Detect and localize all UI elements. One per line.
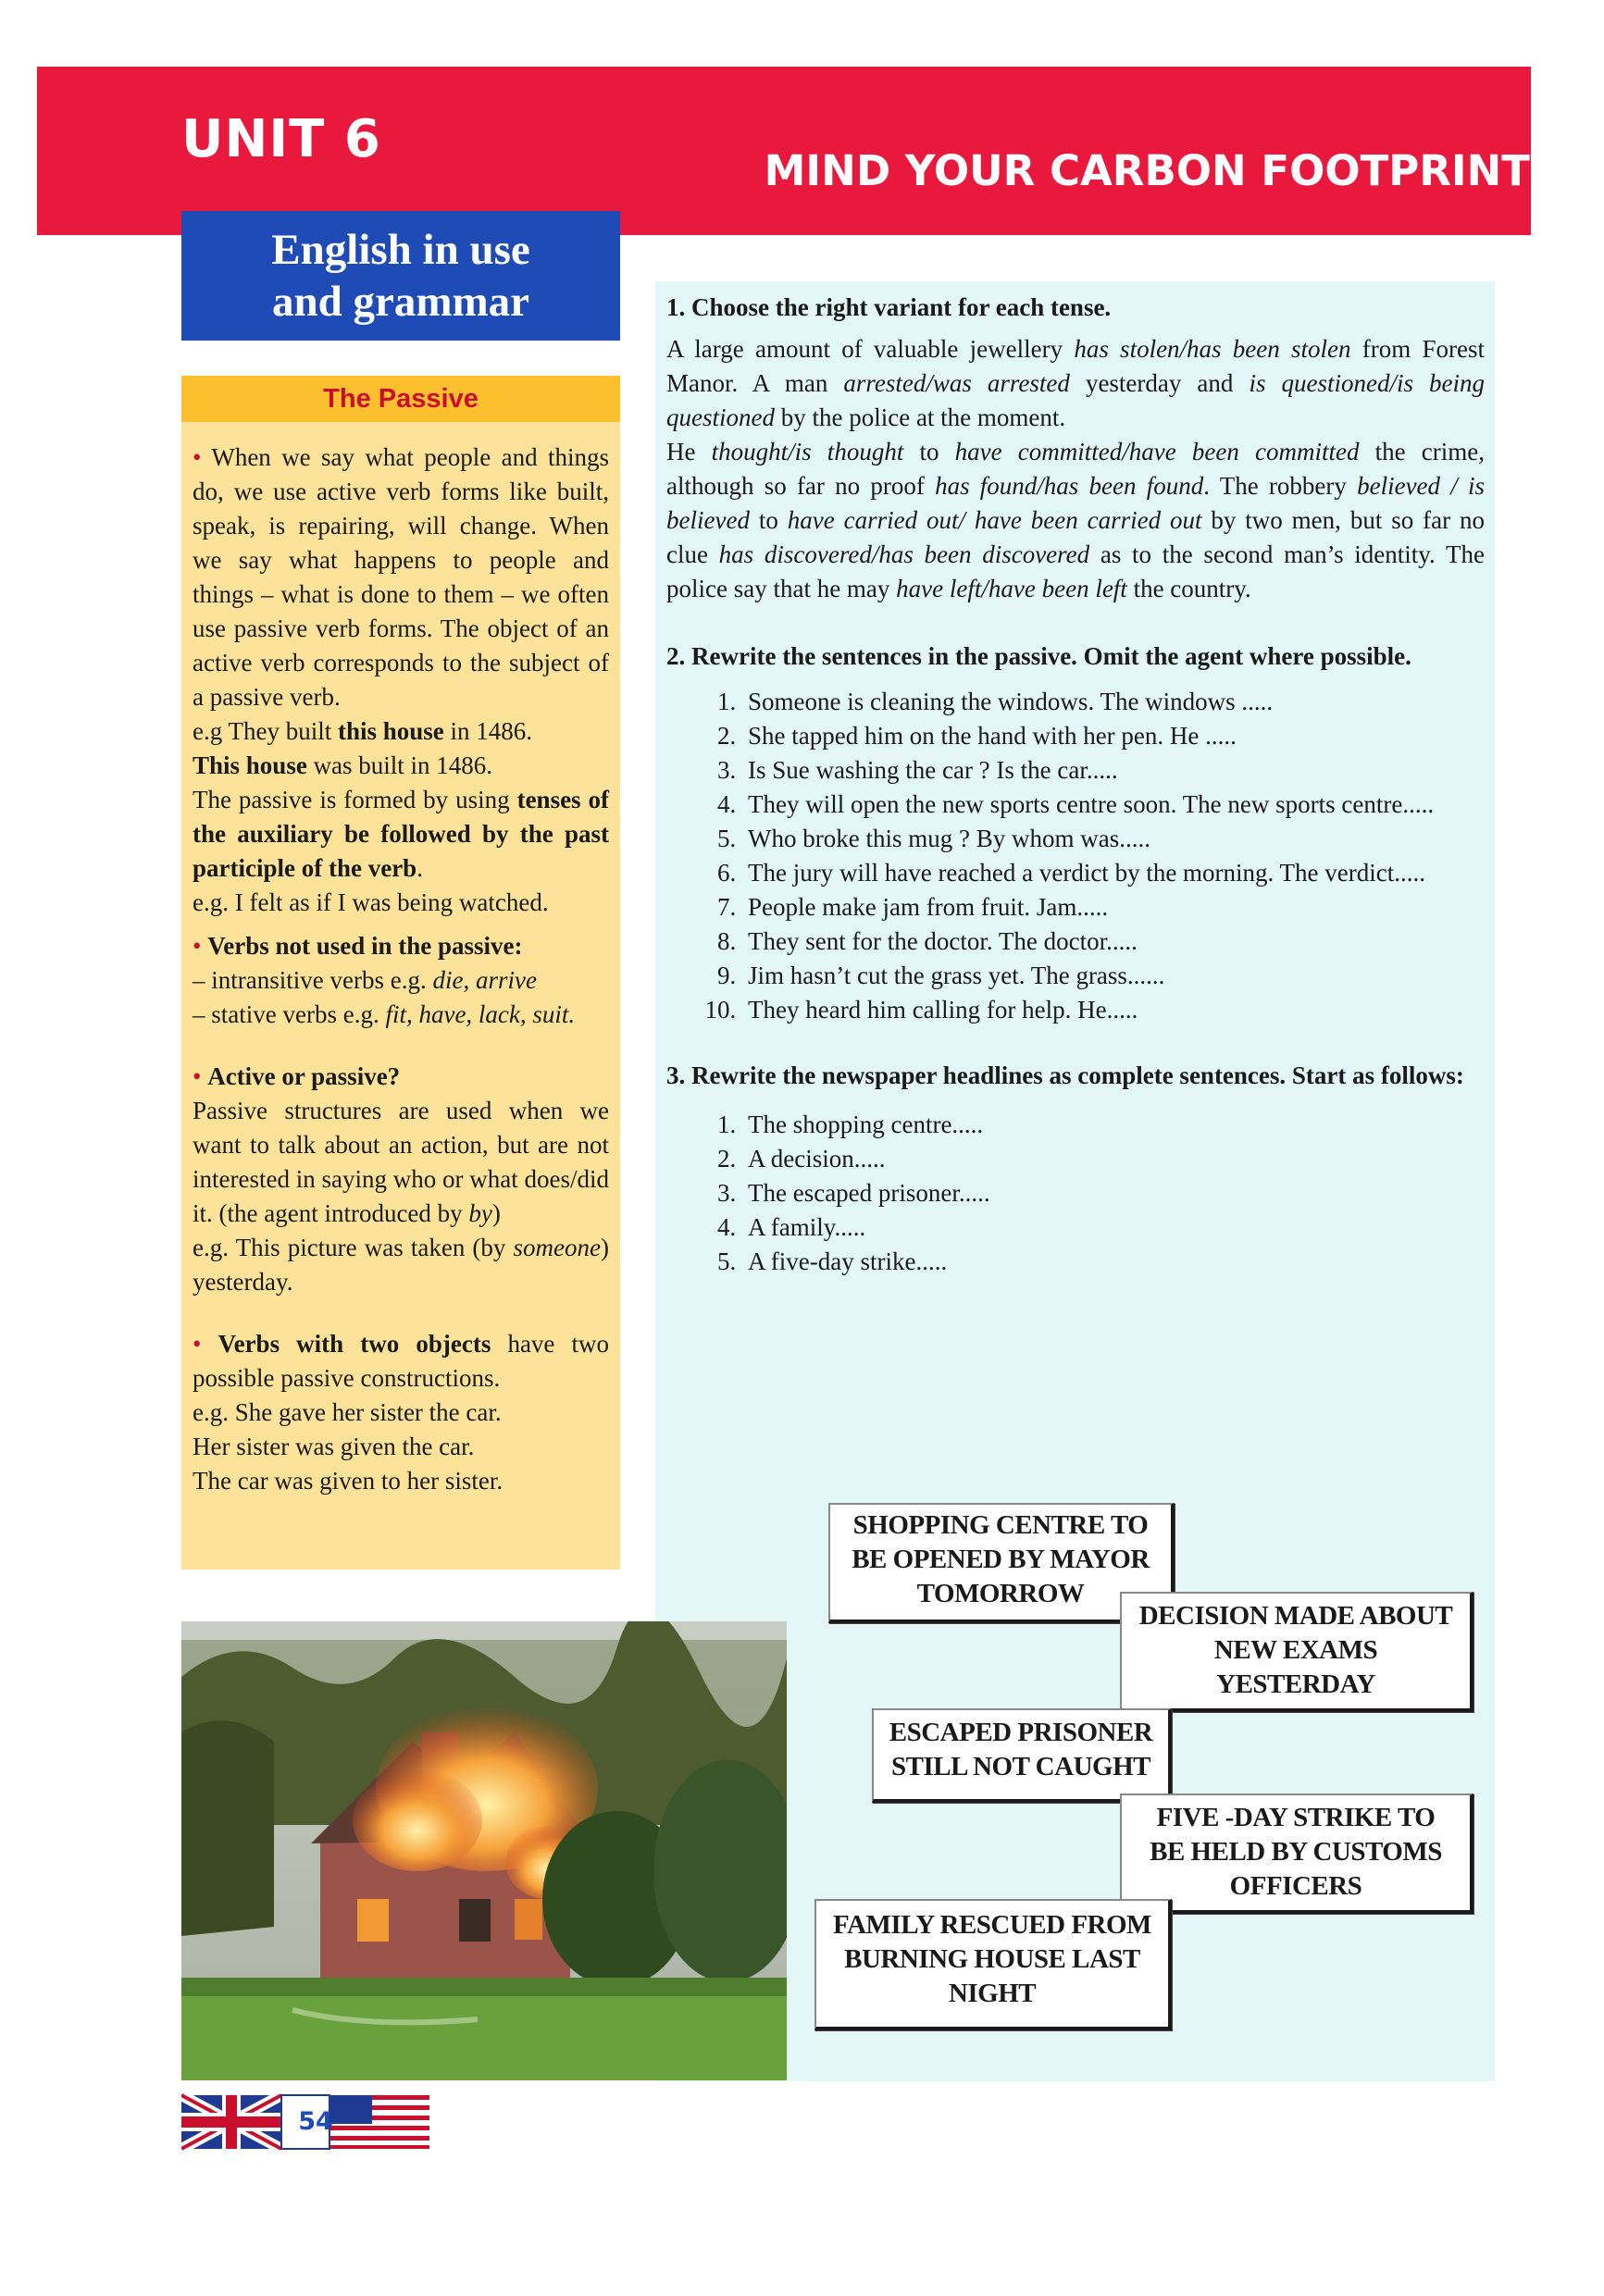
example-text: e.g They built	[193, 717, 338, 745]
headline-box	[1120, 1793, 1473, 1914]
exercise-1-title: 1. Choose the right variant for each tense.	[666, 293, 1112, 321]
rule-example	[193, 714, 609, 749]
rule-italic: die, arrive	[432, 966, 537, 994]
option: believed / is believed	[666, 472, 1485, 534]
rule-paragraph	[193, 783, 609, 886]
bullet-icon: •	[193, 932, 202, 960]
us-flag-icon	[330, 2095, 429, 2149]
text: to	[749, 506, 788, 534]
text: the country.	[1126, 575, 1251, 602]
unit-theme-title: MIND YOUR CARBON FOOTPRINT	[764, 146, 1530, 195]
list-item: 1. The shopping centre.....	[742, 1108, 1485, 1142]
text: the crime, although so far no proof	[666, 438, 1485, 500]
option: have left/have been left	[896, 575, 1127, 602]
section-title-line-1: English in use	[271, 226, 530, 274]
example-bold: this house	[337, 717, 444, 745]
rule-box-title: The Passive	[181, 376, 620, 422]
burning-house-photo	[181, 1621, 787, 2080]
exercise-3-title: 3. Rewrite the newspaper headlines as complete sentences. Start as follows:	[666, 1061, 1464, 1089]
rule-paragraph	[193, 1327, 609, 1396]
rule-example: e.g. She gave her sister the car.	[193, 1398, 502, 1426]
exercise-1-text	[666, 332, 1485, 435]
rule-text: Passive structures are used when we want to talk about an action, but are not interested in saying who or what does/did it. (the agent introduced by	[193, 1097, 609, 1227]
rule-heading	[193, 1060, 609, 1094]
example-text: was built in 1486.	[306, 751, 493, 779]
house-fire-illustration	[181, 1621, 787, 2080]
list-item: 3. The escaped prisoner.....	[742, 1176, 1485, 1210]
rule-text: – stative verbs e.g.	[193, 1000, 386, 1028]
list-item: 1. Someone is cleaning the windows. The windows .....	[742, 685, 1485, 719]
bullet-icon: •	[193, 443, 202, 471]
rule-bold: tenses of the auxiliary be followed by the past participle of the verb	[193, 786, 609, 882]
exercise-text	[666, 291, 1485, 1279]
exercise-1-text	[666, 435, 1485, 606]
list-item: 8. They sent for the doctor. The doctor.....	[742, 925, 1485, 959]
exercise-2-title: 2. Rewrite the sentences in the passive. Omit the agent where possible.	[666, 642, 1411, 670]
example-text: e.g. This picture was taken (by	[193, 1234, 514, 1261]
rule-text-active-passive: When we say what people and things do, we use active verb forms like built, speak, is repairing, will change. When we say what happens to people and things – what is done to them – we often use passive verb forms. The object of an active verb corresponds to the subject of a passive verb.	[193, 443, 609, 711]
headline-box	[814, 1899, 1172, 2030]
list-item: 5. A five-day strike.....	[742, 1245, 1485, 1279]
rule-text: The passive is formed by using	[193, 786, 517, 813]
rule-heading-text: Active or passive?	[207, 1062, 401, 1090]
headline-box	[1120, 1592, 1473, 1712]
rule-heading-text: Verbs not used in the passive:	[207, 932, 523, 960]
option: has stolen/has been stolen	[1074, 335, 1351, 363]
section-title-box	[181, 211, 620, 341]
option: is questioned/is being questioned	[666, 369, 1486, 431]
rule-example: The car was given to her sister.	[193, 1467, 504, 1495]
exercise-3-list	[666, 1108, 1485, 1279]
rule-heading-text: Verbs with two objects	[218, 1330, 491, 1358]
rule-example	[193, 749, 609, 783]
rule-italic: by	[468, 1199, 492, 1227]
list-item: 2. She tapped him on the hand with her pen. He .....	[742, 719, 1485, 753]
list-item: 7. People make jam from fruit. Jam.....	[742, 890, 1485, 925]
rule-text: have two possible passive constructions.	[193, 1330, 610, 1392]
headline-text: FAMILY RESCUED FROM BURNING HOUSE LAST NIGHT	[833, 1910, 1151, 2008]
option: have committed/have been committed	[954, 438, 1360, 465]
headline-text: ESCAPED PRISONER STILL NOT CAUGHT	[889, 1718, 1153, 1781]
example-text: in 1486.	[443, 717, 533, 745]
rule-text: .	[417, 854, 423, 882]
option: have carried out/ have been carried out	[787, 506, 1202, 534]
text: . The robbery	[1203, 472, 1358, 500]
list-item: 10. They heard him calling for help. He.....	[742, 993, 1485, 1027]
page-number: 54	[298, 2107, 333, 2136]
section-title-line-2: and grammar	[271, 278, 530, 326]
list-item: 9. Jim hasn’t cut the grass yet. The grass......	[742, 959, 1485, 993]
text: yesterday and	[1069, 369, 1250, 397]
text: by two men, but so far no clue	[666, 506, 1485, 568]
list-item: 2. A decision.....	[742, 1142, 1485, 1176]
exercise-2-list	[666, 685, 1485, 1027]
rule-heading	[193, 929, 609, 963]
option: arrested/was arrested	[843, 369, 1070, 397]
list-item: 3. Is Sue washing the car ? Is the car.....	[742, 753, 1485, 788]
headline-text: DECISION MADE ABOUT NEW EXAMS YESTERDAY	[1138, 1601, 1453, 1699]
rule-text: )	[491, 1199, 501, 1227]
rule-text: – intransitive verbs e.g.	[193, 966, 433, 994]
text: to	[903, 438, 955, 465]
option: has discovered/has been discovered	[718, 540, 1090, 568]
example-text: ) yesterday.	[193, 1234, 609, 1296]
rule-paragraph	[193, 441, 609, 714]
unit-number: UNIT 6	[181, 109, 381, 169]
option: has found/has been found	[935, 472, 1204, 500]
option: thought/is thought	[711, 438, 904, 465]
text: from Forest Manor. A man	[666, 335, 1485, 397]
headline-text: SHOPPING CENTRE TO BE OPENED BY MAYOR TOMORROW	[852, 1510, 1150, 1608]
example-bold: This house	[193, 751, 307, 779]
text: A large amount of valuable jewellery	[666, 335, 1075, 363]
rule-line	[193, 998, 609, 1032]
rule-paragraph	[193, 1094, 609, 1231]
rule-box-text	[193, 441, 609, 1498]
list-item: 4. They will open the new sports centre soon. The new sports centre.....	[742, 788, 1485, 822]
rule-line	[193, 963, 609, 998]
headline-box	[872, 1708, 1172, 1803]
rule-example: e.g. I felt as if I was being watched.	[193, 888, 549, 916]
rule-example: Her sister was given the car.	[193, 1433, 475, 1460]
uk-flag-icon	[181, 2095, 281, 2149]
list-item: 4. A family.....	[742, 1210, 1485, 1245]
rule-italic: fit, have, lack, suit.	[385, 1000, 576, 1028]
rule-example	[193, 1231, 609, 1299]
list-item: 5. Who broke this mug ? By whom was.....	[742, 822, 1485, 856]
text: by the police at the moment.	[774, 403, 1066, 431]
example-italic: someone	[513, 1234, 601, 1261]
list-item: 6. The jury will have reached a verdict by the morning. The verdict.....	[742, 856, 1485, 890]
text: He	[666, 438, 712, 465]
text: as to the second man’s identity. The police say that he may	[666, 540, 1485, 602]
bullet-icon: •	[193, 1330, 202, 1358]
bullet-icon: •	[193, 1062, 202, 1090]
headline-text: FIVE -DAY STRIKE TO BE HELD BY CUSTOMS OFFICERS	[1150, 1803, 1442, 1901]
